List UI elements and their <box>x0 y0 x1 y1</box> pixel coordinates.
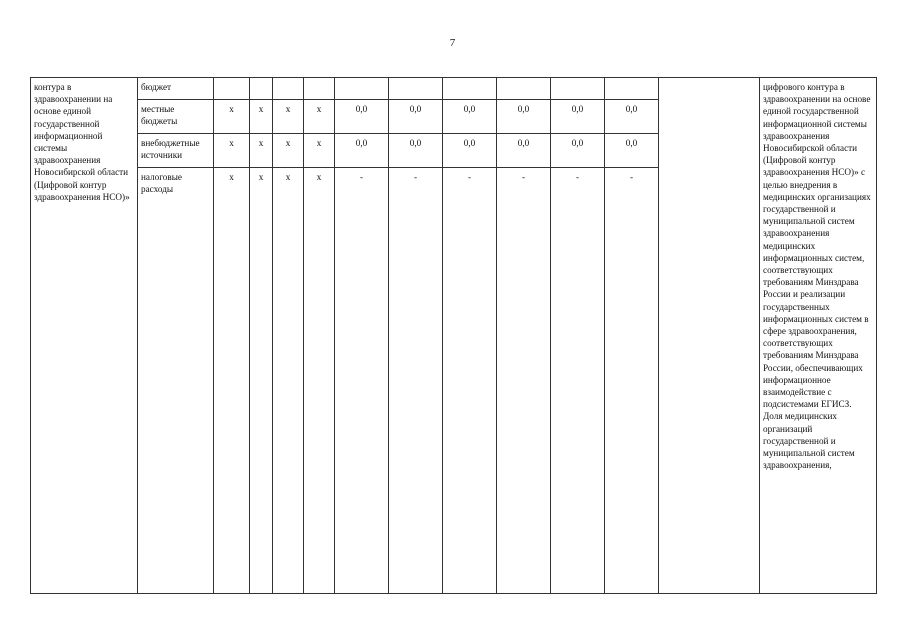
value-cell: x <box>250 168 273 594</box>
value-cell: 0,0 <box>605 134 659 168</box>
table-row <box>31 78 877 100</box>
value-cell: 0,0 <box>443 100 497 134</box>
value-cell <box>389 78 443 100</box>
value-cell: 0,0 <box>335 100 389 134</box>
value-cell: x <box>304 134 335 168</box>
value-cell: x <box>304 168 335 594</box>
value-cell: 0,0 <box>551 100 605 134</box>
value-cell: x <box>273 134 304 168</box>
value-cell: 0,0 <box>335 134 389 168</box>
value-cell: x <box>273 100 304 134</box>
value-cell: - <box>443 168 497 594</box>
program-table <box>30 77 877 594</box>
value-cell: 0,0 <box>443 134 497 168</box>
funding-source-cell: местные бюджеты <box>138 100 214 134</box>
value-cell: 0,0 <box>497 134 551 168</box>
value-cell: - <box>551 168 605 594</box>
expected-result-cell: цифрового контура в здравоохранении на основе единой государственной информационной системы здравоохранения Новосибирской области (Цифровой контур здравоохранения НСО)» с целью внедрения в медицинских организациях государственной и муниципальной систем здравоохранения медицинских информационных систем, соответствующих требованиям Минздрава России и реализации государственных информационных систем в сфере здравоохранения, соответствующих требованиям Минздрава России, обеспечивающих информационное взаимодействие с подсистемами ЕГИСЗ. Доля медицинских организаций государственной и муниципальной систем здравоохранения, <box>760 78 877 594</box>
funding-source-cell: внебюджетные источники <box>138 134 214 168</box>
value-cell <box>443 78 497 100</box>
funding-source-cell: бюджет <box>138 78 214 100</box>
value-cell: x <box>250 100 273 134</box>
value-cell <box>335 78 389 100</box>
event-name-cell: контура в здравоохранении на основе единой государственной информационной системы здравоохранения Новосибирской области (Цифровой контур здравоохранения НСО)» <box>31 78 138 594</box>
value-cell: - <box>605 168 659 594</box>
value-cell: - <box>335 168 389 594</box>
value-cell <box>304 78 335 100</box>
value-cell: x <box>214 168 250 594</box>
value-cell: x <box>273 168 304 594</box>
value-cell: 0,0 <box>389 100 443 134</box>
value-cell: x <box>214 134 250 168</box>
value-cell: x <box>304 100 335 134</box>
value-cell <box>214 78 250 100</box>
value-cell <box>551 78 605 100</box>
executor-cell <box>659 78 760 594</box>
value-cell: - <box>389 168 443 594</box>
value-cell: 0,0 <box>389 134 443 168</box>
value-cell <box>273 78 304 100</box>
value-cell <box>250 78 273 100</box>
value-cell: 0,0 <box>605 100 659 134</box>
value-cell: 0,0 <box>497 100 551 134</box>
value-cell: 0,0 <box>551 134 605 168</box>
value-cell <box>497 78 551 100</box>
page-number: 7 <box>449 37 456 49</box>
value-cell: x <box>250 134 273 168</box>
value-cell <box>605 78 659 100</box>
value-cell: - <box>497 168 551 594</box>
value-cell: x <box>214 100 250 134</box>
funding-source-cell: налоговые расходы <box>138 168 214 594</box>
